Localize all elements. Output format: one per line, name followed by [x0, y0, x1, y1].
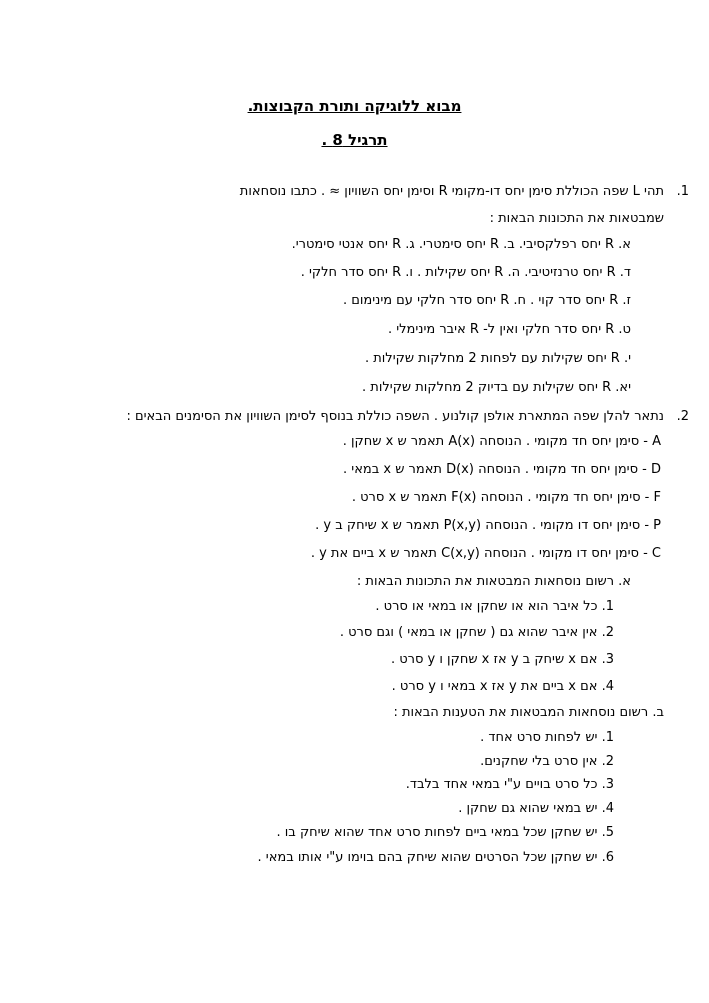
q1-row-z: ז. R יחס סדר קוי . ח. R יחס סדר חלקי עם מינימום .	[342, 293, 631, 308]
q1-line1: תהי L שפה הכוללת סימן יחס דו-מקומי R וסימן יחס השוויון ≈ . כתבו נוסחאות	[239, 184, 664, 199]
q2-part-b-item-3: 3. כל סרט בויים ע"י במאי אחד בלבד.	[405, 777, 614, 792]
q1-line2: שמבטאות את התכונות הבאות :	[489, 211, 664, 226]
q2-part-a-item-1: 1. כל איבר הוא או שחקן או במאי או סרט .	[375, 599, 614, 614]
page-title: מבוא ללוגיקה ותורת הקבוצות.	[247, 97, 462, 115]
q1-row-t: ט. R יחס סדר חלקי ואין ל- R איבר מינימלי .	[387, 322, 631, 337]
q2-part-b-item-1: 1. יש לפחות סרט אחד .	[480, 730, 614, 745]
q1-row-a: א. R יחס רפלקסיבי. ב. R יחס סימטרי. ג. R יחס אנטי סימטרי.	[291, 237, 631, 252]
q1-row-d: ד. R יחס טרנזיטיבי. ה. R יחס שקילות . ו. R יחס סדר חלקי .	[300, 265, 631, 280]
q1-row-y: י. R יחס שקילות עם לפחות 2 מחלקות שקילות .	[364, 351, 631, 366]
q2-symbol-d: D - סימן יחס חד מקומי . הנוסחה D(x) תאמר ש x במאי .	[343, 462, 661, 477]
q2-symbol-f: F - סימן יחס חד מקומי . הנוסחה F(x) תאמר ש x סרט .	[351, 490, 661, 505]
q2-part-b-item-2: 2. אין סרט בלי שחקנים.	[480, 754, 614, 769]
q1-number: 1.	[676, 184, 689, 199]
q2-part-b-item-4: 4. יש במאי שהוא גם שחקן .	[458, 801, 614, 816]
q2-part-b-item-5: 5. יש שחקן שכל במאי ביים לפחות סרט אחד שהוא שיחק בו .	[276, 825, 614, 840]
q2-symbol-p: P - סימן יחס דו מקומי . הנוסחה P(x,y) תאמר ש x שיחק ב y .	[315, 518, 661, 533]
q2-part-b-item-6: 6. יש שחקן שכל הסרטים שהוא שיחק בהם בוימו ע"י אותו במאי .	[257, 850, 614, 865]
q2-part-a-header: א. רשום נוסחאות המבטאות את התכונות הבאות :	[356, 574, 631, 589]
q2-intro: נתאר להלן שפה המתארת אולפן קולנוע . השפה כוללת בנוסף לסימן השוויון את הסימנים הבאים :	[126, 409, 664, 424]
q2-number: 2.	[676, 409, 689, 424]
q2-part-a-item-3: 3. אם x שיחק ב y אז x שחקן ו y סרט .	[390, 652, 614, 667]
q2-part-a-item-2: 2. אין איבר שהוא גם ( שחקן או במאי ) וגם סרט .	[339, 625, 614, 640]
q2-part-b-header: ב. רשום נוסחאות המבטאות את הטענות הבאות :	[393, 705, 664, 720]
q2-symbol-a: A - סימן יחס חד מקומי . הנוסחה A(x) תאמר ש x שחקן .	[342, 434, 661, 449]
page-subtitle: תרגיל 8 .	[321, 131, 388, 149]
q1-row-ya: יא. R יחס שקילות עם בדיוק 2 מחלקות שקילות .	[362, 380, 631, 395]
q2-symbol-c: C - סימן יחס דו מקומי . הנוסחה C(x,y) תאמר ש x ביים את y .	[310, 546, 661, 561]
q2-part-a-item-4: 4. אם x ביים את y אז x במאי ו y סרט .	[391, 679, 614, 694]
